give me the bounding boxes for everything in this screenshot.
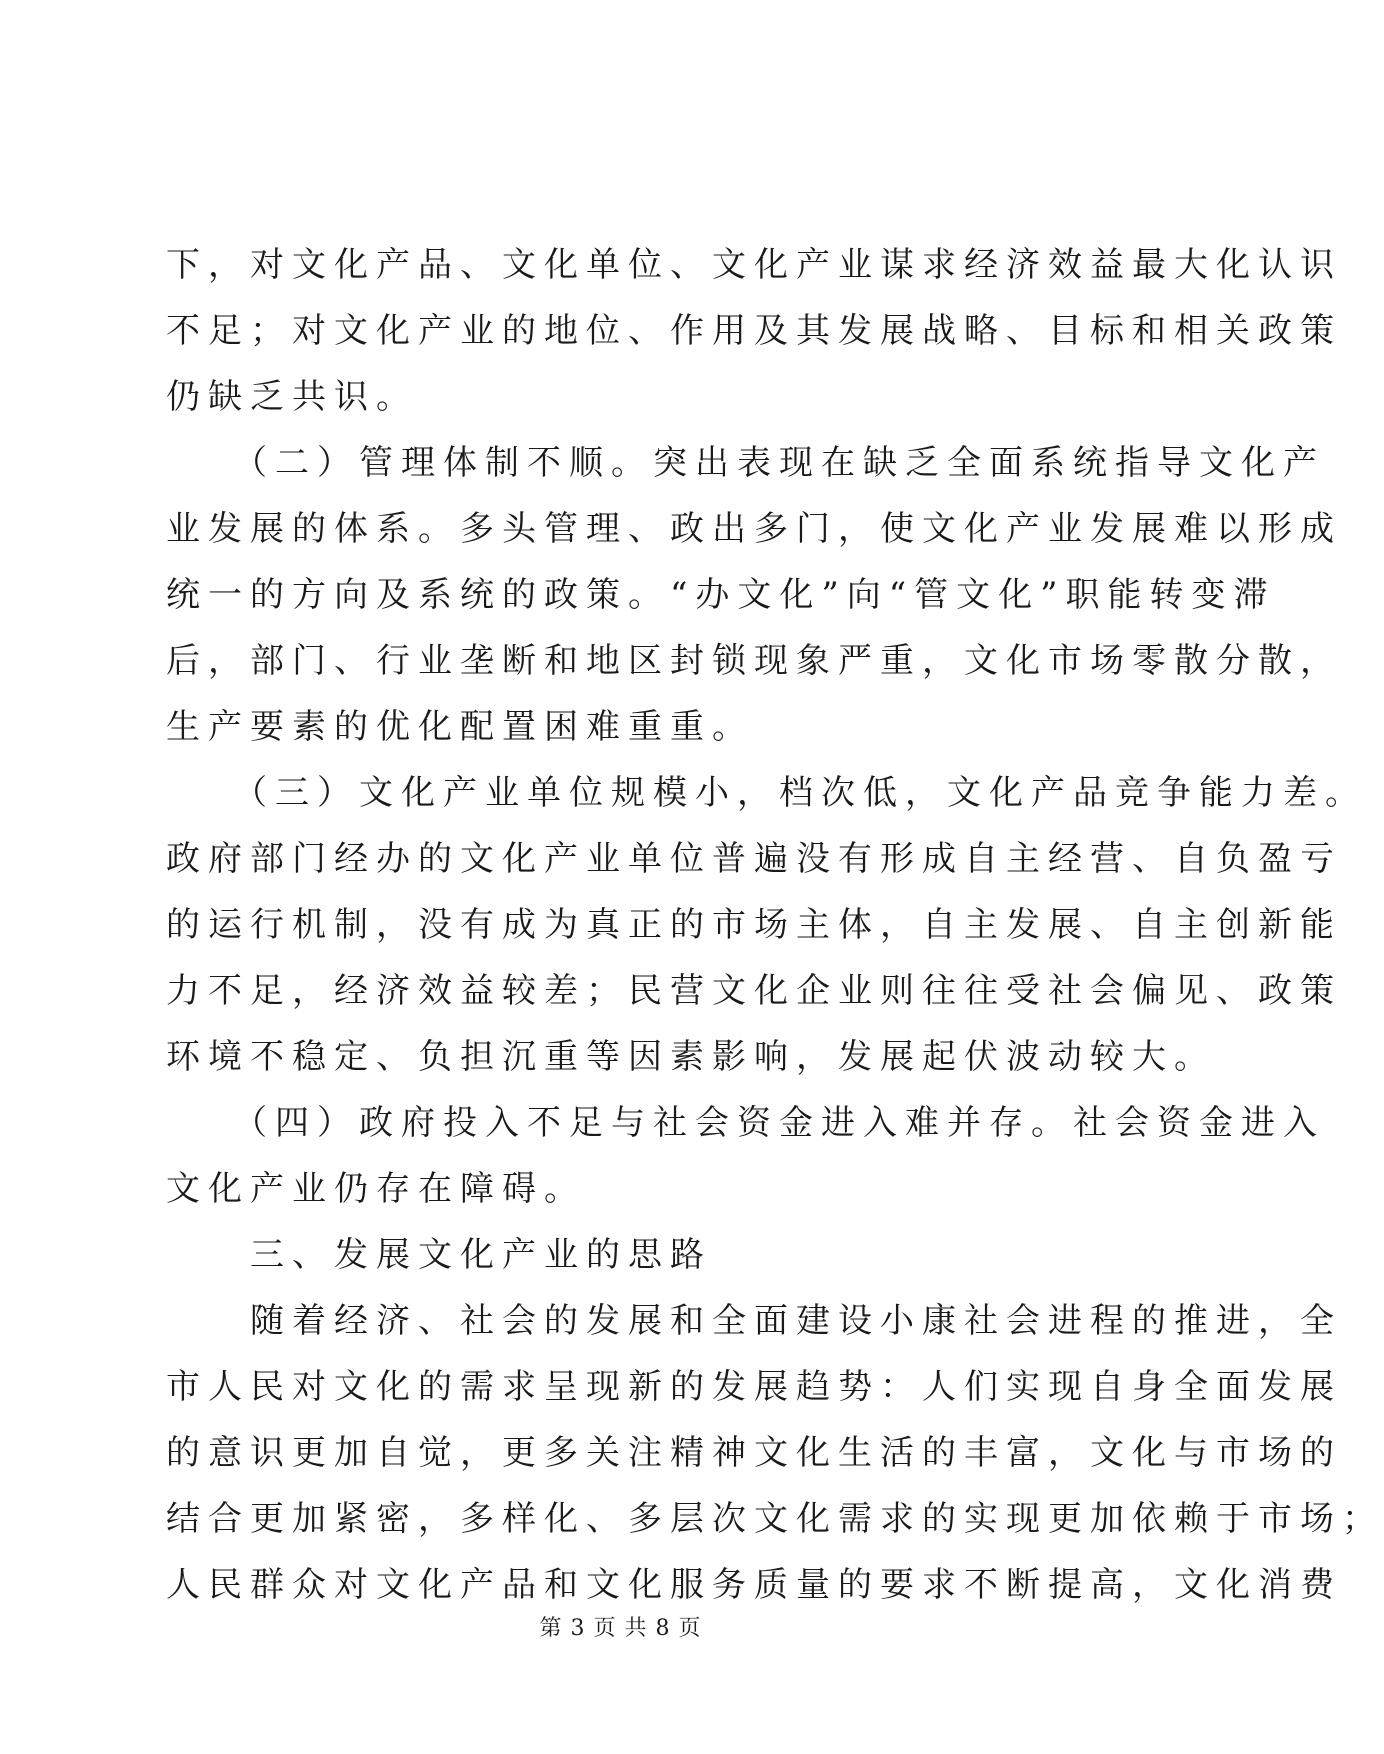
text-line: 下，对文化产品、文化单位、文化产业谋求经济效益最大化认识 (166, 245, 1342, 285)
text-line: （二）管理体制不顺。突出表现在缺乏全面系统指导文化产 (166, 443, 1325, 483)
text-line: 政府部门经办的文化产业单位普遍没有形成自主经营、自负盈亏 (166, 839, 1342, 879)
text-line: （四）政府投入不足与社会资金进入难并存。社会资金进入 (166, 1103, 1325, 1143)
text-line: 生产要素的优化配置困难重重。 (166, 707, 754, 747)
text-line: 仍缺乏共识。 (166, 377, 418, 417)
text-line: 不足；对文化产业的地位、作用及其发展战略、目标和相关政策 (166, 311, 1342, 351)
text-line: 业发展的体系。多头管理、政出多门，使文化产业发展难以形成 (166, 509, 1342, 549)
section-heading: 三、发展文化产业的思路 (166, 1235, 712, 1275)
document-body (166, 232, 1384, 1618)
text-line: 统一的方向及系统的政策。“办文化”向“管文化”职能转变滞 (166, 575, 1276, 615)
text-line: 的运行机制，没有成为真正的市场主体，自主发展、自主创新能 (166, 905, 1342, 945)
text-line: 市人民对文化的需求呈现新的发展趋势：人们实现自身全面发展 (166, 1367, 1342, 1407)
text-line: 后，部门、行业垄断和地区封锁现象严重，文化市场零散分散， (166, 641, 1342, 681)
text-line: 的意识更加自觉，更多关注精神文化生活的丰富，文化与市场的 (166, 1433, 1342, 1473)
text-line: （三）文化产业单位规模小，档次低，文化产品竞争能力差。 (166, 773, 1367, 813)
text-line: 力不足，经济效益较差；民营文化企业则往往受社会偏见、政策 (166, 971, 1342, 1011)
text-line: 随着经济、社会的发展和全面建设小康社会进程的推进，全 (166, 1301, 1342, 1341)
text-line: 结合更加紧密，多样化、多层次文化需求的实现更加依赖于市场； (166, 1499, 1384, 1539)
text-line: 文化产业仍存在障碍。 (166, 1169, 586, 1209)
text-line: 人民群众对文化产品和文化服务质量的要求不断提高，文化消费 (166, 1565, 1342, 1605)
page-number-footer: 第 3 页 共 8 页 (539, 1616, 702, 1641)
text-line: 环境不稳定、负担沉重等因素影响，发展起伏波动较大。 (166, 1037, 1216, 1077)
